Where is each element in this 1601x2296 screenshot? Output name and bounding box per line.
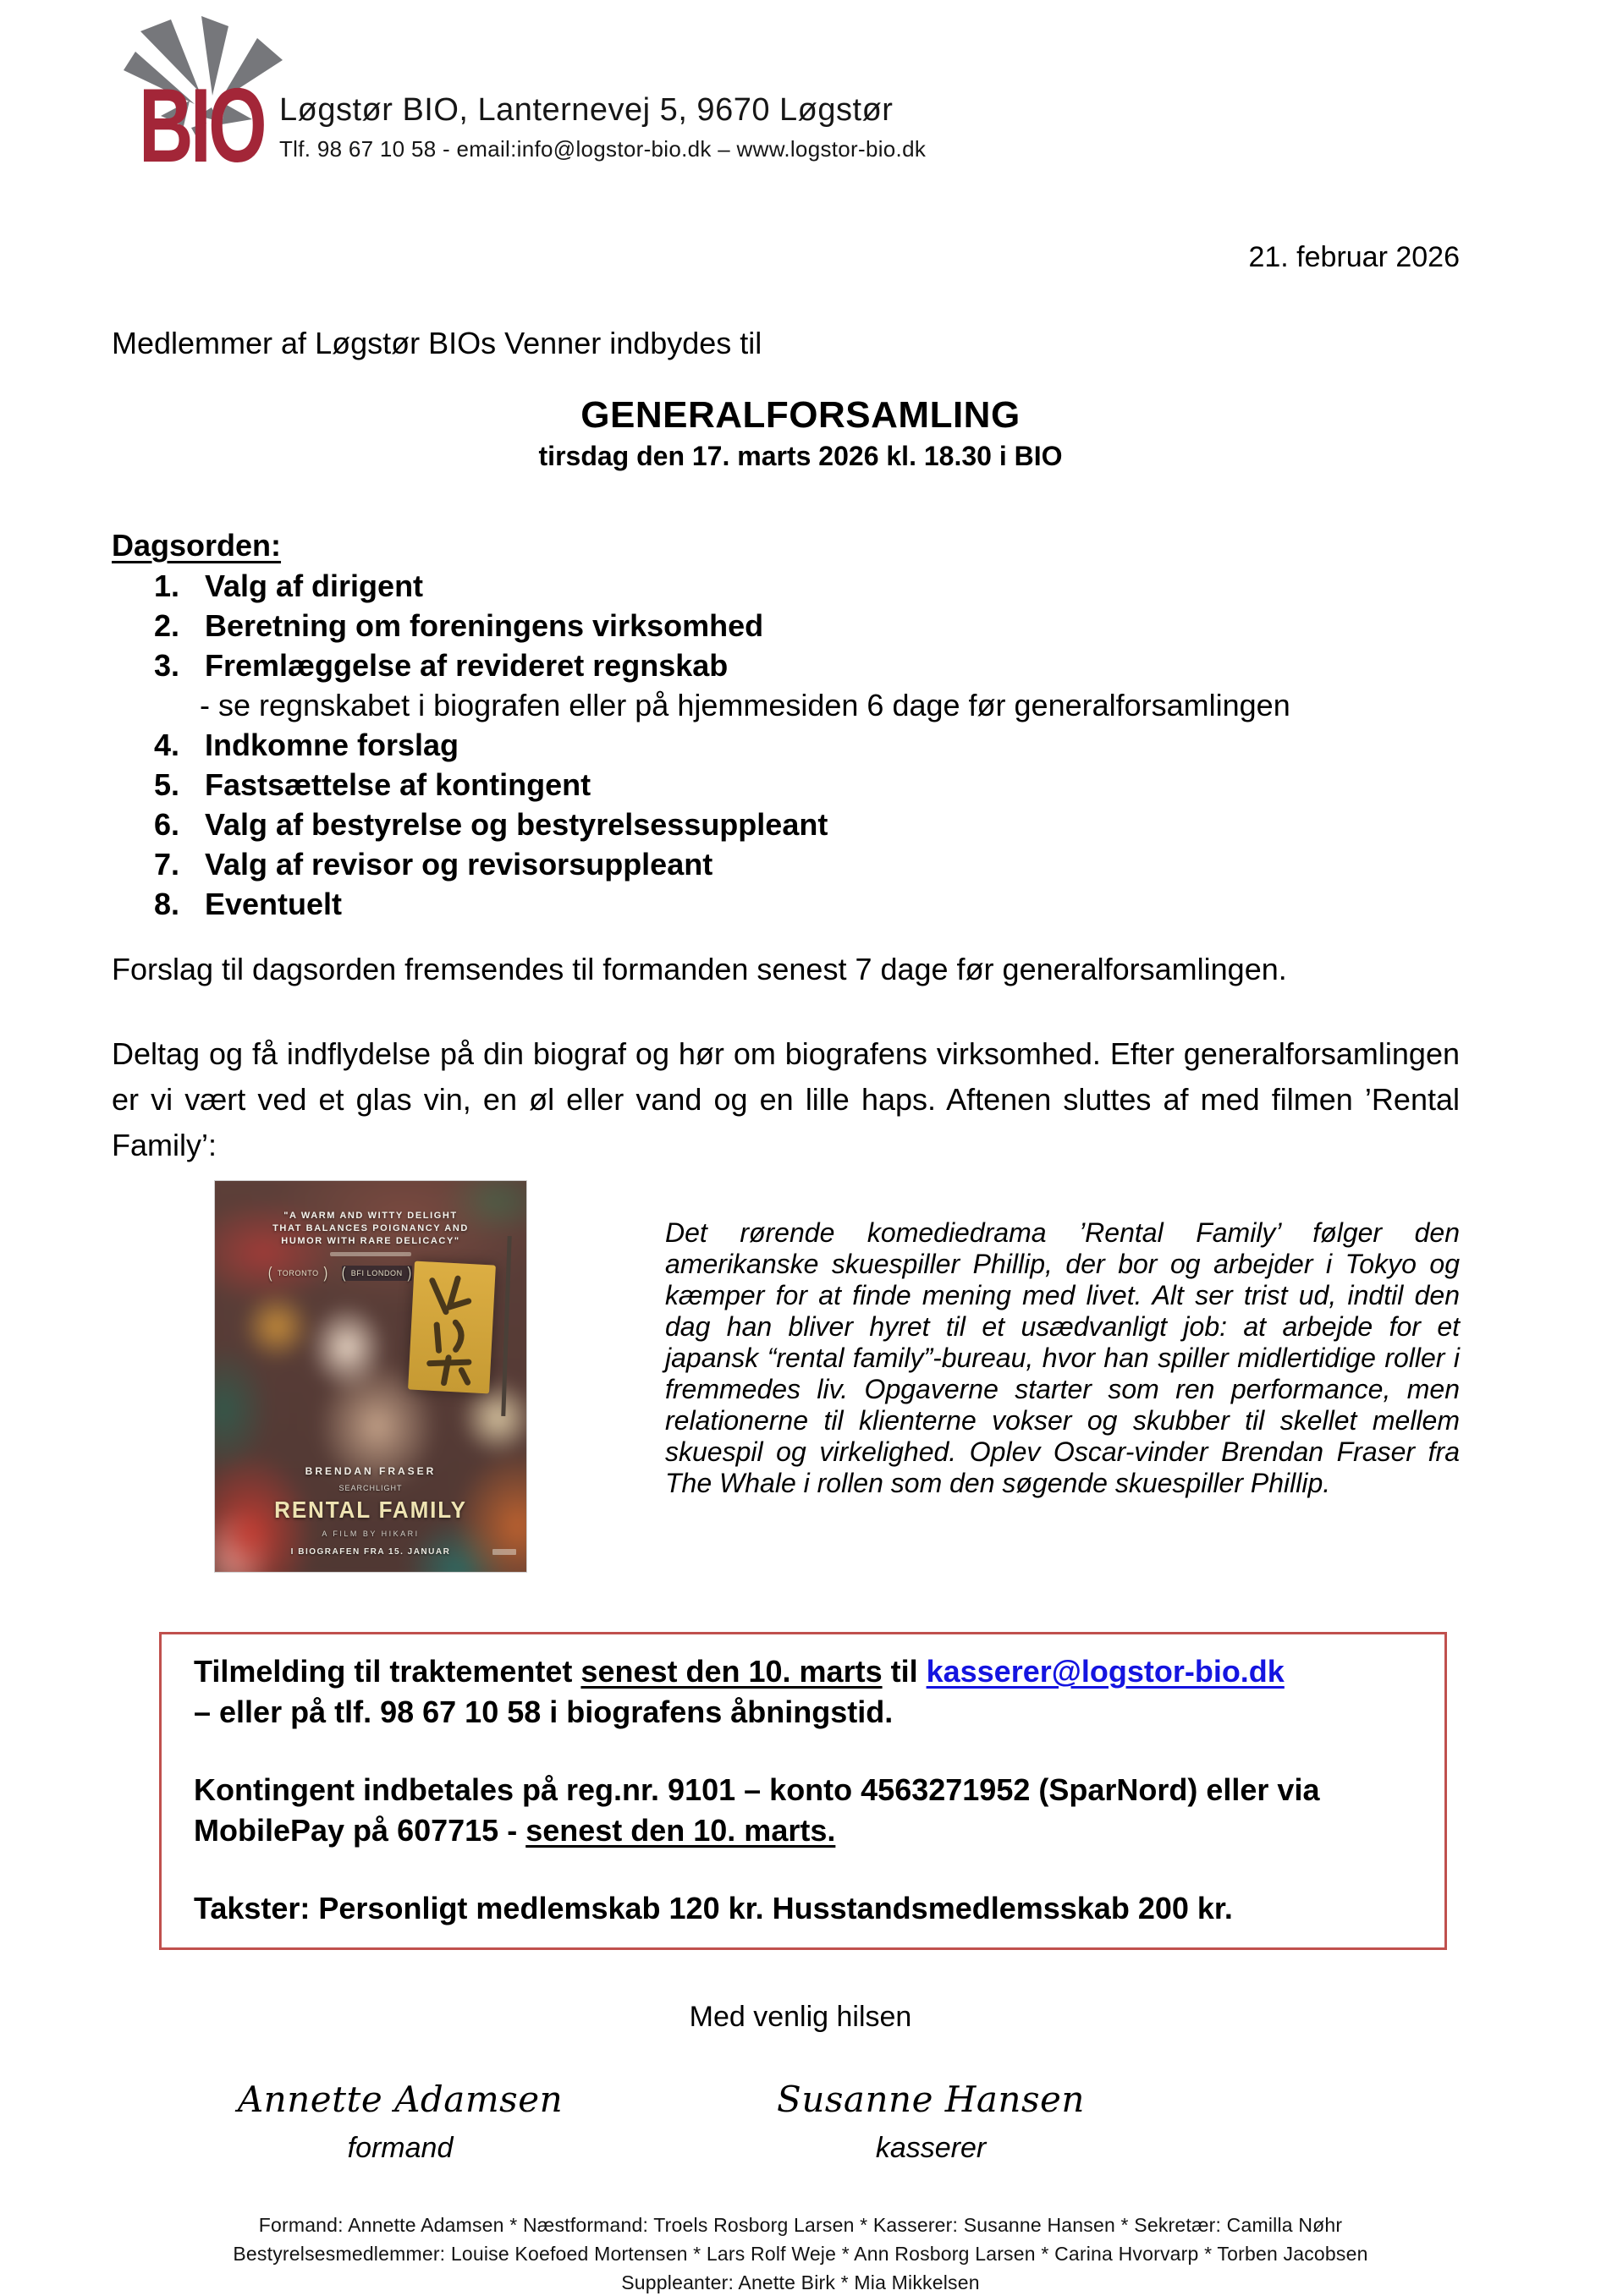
- agenda-item-note: - se regnskabet i biografen eller på hjemmesiden 6 dage før generalforsamlingen: [200, 688, 1290, 722]
- poster-film-title: RENTAL FAMILY: [274, 1497, 467, 1523]
- agenda-item-number: 8.: [154, 887, 180, 921]
- poster-quote-attribution: [330, 1252, 411, 1256]
- agenda-item: [112, 805, 1460, 844]
- agenda-item-text: Valg af bestyrelse og bestyrelsessuppleant: [205, 807, 828, 842]
- paragraph-proposals: Forslag til dagsorden fremsendes til formanden senest 7 dage før generalforsamlingen.: [112, 952, 1287, 986]
- laurel-toronto: ( TORONTO ): [268, 1266, 328, 1281]
- rates-paragraph: Takster: Personligt medlemskab 120 kr. Husstandsmedlemsskab 200 kr.: [194, 1891, 1233, 1925]
- agenda-item-text: Valg af revisor og revisorsuppleant: [205, 847, 713, 882]
- signature-name: Susanne Hansen: [777, 2079, 1085, 2120]
- poster-quote: "A WARM AND WITTY DELIGHT THAT BALANCES POIGNANCY AND HUMOR WITH RARE DELICACY": [272, 1211, 469, 1246]
- intro-line: Medlemmer af Løgstør BIOs Venner indbydes til: [112, 326, 762, 360]
- letterhead: [112, 13, 1460, 184]
- signature-name: Annette Adamsen: [237, 2079, 564, 2120]
- agenda-item-number: 2.: [154, 608, 180, 643]
- poster-studio: SEARCHLIGHT: [338, 1484, 403, 1492]
- agenda-item-number: 7.: [154, 847, 180, 882]
- agenda-item-text: Beretning om foreningens virksomhed: [205, 608, 764, 643]
- footer-line: Bestyrelsesmedlemmer: Louise Koefoed Mortensen * Lars Rolf Weje * Ann Rosborg Larsen * Carina Hvorvarp * Torben Jacobsen: [233, 2243, 1368, 2265]
- film-synopsis: Det rørende komediedrama ’Rental Family’ følger den amerikanske skuespiller Phillip, der bor og arbejder i Tokyo og kæmper for at finde mening med livet. Alt ser trist ud, indtil den dag han bliver hyret til et usædvanligt job: at arbejde for et japansk “rental family”-bureau, hvor han spiller midlertidige roller i fremmedes liv. Opgaverne starter som ren performance, men relationerne til klienterne vokser og skubber til skellet mellem skuespil og virkelighed. Oplev Oscar-vinder Brendan Fraser fra The Whale i rollen som den søgende skuespiller Phillip.: [665, 1217, 1460, 1498]
- bio-logo-text: BIO: [139, 68, 264, 184]
- agenda-item: [112, 645, 1460, 685]
- agenda-item: [112, 765, 1460, 805]
- paragraph-invitation: Deltag og få indflydelse på din biograf og hør om biografens virksomhed. Efter generalforsamlingen er vi vært ved et glas vin, en øl eller vand og en lille haps. Aftenen sluttes af med filmen ’Rental Family’:: [112, 1036, 1460, 1162]
- letter-date: 21. februar 2026: [1248, 241, 1460, 273]
- footer-line: Formand: Annette Adamsen * Næstformand: Troels Rosborg Larsen * Kasserer: Susanne Hansen * Sekretær: Camilla Nøhr: [258, 2214, 1343, 2236]
- page-subtitle: tirsdag den 17. marts 2026 kl. 18.30 i BIO: [538, 441, 1063, 471]
- board-footer: [0, 2211, 1601, 2296]
- signup-phone-line: – eller på tlf. 98 67 10 58 i biografens åbningstid.: [194, 1695, 894, 1729]
- signature-treasurer: [719, 2079, 1142, 2165]
- agenda-item-number: 4.: [154, 728, 180, 762]
- agenda-item-number: 6.: [154, 807, 180, 842]
- closing-line: Med venlig hilsen: [689, 2001, 912, 2033]
- poster-director-credit: A FILM BY HIKARI: [322, 1530, 420, 1538]
- agenda-item-number: 5.: [154, 767, 180, 802]
- film-section: [112, 1180, 1460, 1574]
- agenda-item-text: Fremlæggelse af revideret regnskab: [205, 648, 729, 683]
- agenda-item: [112, 566, 1460, 606]
- poster-actor-name: BRENDAN FRASER: [305, 1465, 437, 1477]
- signature-role: formand: [347, 2132, 454, 2164]
- page-title: GENERALFORSAMLING: [580, 394, 1021, 436]
- signatures: [112, 2079, 1460, 2165]
- registration-info-box: [159, 1632, 1447, 1950]
- signature-role: kasserer: [875, 2132, 987, 2164]
- letterhead-address: Løgstør BIO, Lanternevej 5, 9670 Løgstør: [279, 92, 894, 128]
- agenda-item: [112, 884, 1460, 924]
- agenda-item-number: 1.: [154, 569, 180, 603]
- signup-deadline: senest den 10. marts: [580, 1654, 883, 1689]
- laurel-bfi-london: ( BFI LONDON ): [342, 1266, 412, 1281]
- signup-paragraph: Tilmelding til traktementet senest den 10. marts til kasserer@logstor-bio.dk – eller på tlf. 98 67 10 58 i biografens åbningstid.: [194, 1654, 1285, 1729]
- signature-chairman: [189, 2079, 612, 2165]
- japanese-sign: [408, 1261, 496, 1394]
- agenda-item-text: Eventuelt: [205, 887, 343, 921]
- agenda-item: [112, 844, 1460, 884]
- poster-distributor-mark: [492, 1549, 516, 1555]
- agenda-item-text: Valg af dirigent: [205, 569, 424, 603]
- email-link[interactable]: kasserer@logstor-bio.dk: [926, 1654, 1285, 1689]
- agenda-heading: Dagsorden:: [112, 528, 282, 563]
- agenda-item: [112, 725, 1460, 765]
- agenda-item-text: Fastsættelse af kontingent: [205, 767, 591, 802]
- rental-family-poster: [214, 1180, 527, 1573]
- agenda-item: [112, 606, 1460, 645]
- footer-line: Suppleanter: Anette Birk * Mia Mikkelsen: [621, 2271, 980, 2293]
- agenda-list: [112, 566, 1460, 924]
- letterhead-contact: Tlf. 98 67 10 58 - email:info@logstor-bio.dk – www.logstor-bio.dk: [279, 136, 927, 162]
- payment-paragraph: Kontingent indbetales på reg.nr. 9101 – konto 4563271952 (SparNord) eller via MobilePay på 607715 - senest den 10. marts.: [194, 1772, 1320, 1848]
- poster-release-line: I BIOGRAFEN FRA 15. JANUAR: [290, 1547, 451, 1557]
- agenda-item-number: 3.: [154, 648, 180, 683]
- agenda-item-text: Indkomne forslag: [205, 728, 459, 762]
- payment-deadline: senest den 10. marts.: [525, 1813, 836, 1848]
